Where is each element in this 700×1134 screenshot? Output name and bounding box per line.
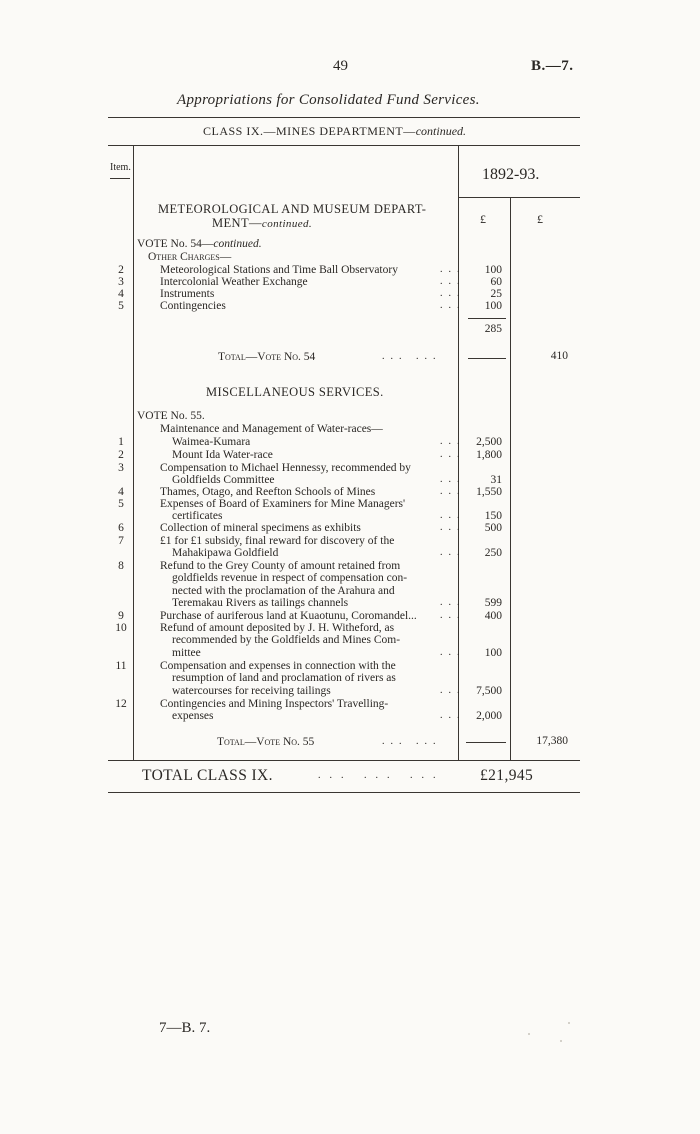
leader-dots: ...	[440, 474, 466, 486]
header-rule	[108, 117, 580, 118]
item-number: 5	[118, 498, 124, 510]
item-description: Meteorological Stations and Time Ball Observatory	[160, 264, 398, 276]
speck	[568, 1022, 570, 1024]
vote-54-total-label: Total—Vote No. 54	[218, 351, 316, 363]
grand-total-label: TOTAL CLASS IX.	[142, 767, 273, 784]
subtotal-column-divider	[510, 197, 511, 760]
table-bottom-rule	[108, 760, 580, 761]
item-amount: 100	[484, 300, 502, 312]
leader-dots: ...	[440, 276, 466, 287]
item-description-line: watercourses for receiving tailings	[172, 684, 331, 697]
met-title-line2: MENT—	[212, 216, 262, 230]
met-subtotal-rule	[468, 318, 506, 319]
item-column-divider	[133, 145, 134, 760]
item-amount: 150	[484, 510, 502, 523]
currency-symbol-left: £	[480, 212, 486, 226]
item-number: 4	[118, 288, 124, 300]
leader-dots: ...	[440, 300, 466, 311]
leader-dots: ...	[440, 264, 466, 275]
item-description-line: recommended by the Goldfields and Mines Com-	[172, 634, 401, 647]
item-number: 3	[118, 462, 124, 474]
leader-dots: ...	[440, 547, 466, 559]
item-number: 2	[118, 449, 124, 461]
table-top-rule	[108, 145, 580, 146]
item-number: 5	[118, 300, 124, 312]
item-number: 2	[118, 264, 124, 276]
item-amount: 7,500	[476, 684, 502, 697]
other-charges-heading: Other Charges—	[148, 251, 232, 263]
item-amount: 31	[490, 474, 502, 487]
item-description-line: resumption of land and proclamation of rivers as	[172, 672, 396, 685]
vote-54-total-rule	[468, 358, 506, 359]
leader-dots: ...	[440, 288, 466, 299]
vote-54-dots: ... ...	[382, 351, 442, 362]
class-title-suffix: continued.	[415, 124, 467, 138]
item-amount: 60	[490, 276, 502, 288]
item-column-header: Item.	[110, 162, 131, 173]
item-description-line: goldfields revenue in respect of compensation con-	[172, 572, 408, 585]
item-description-line: Collection of mineral specimens as exhibits	[160, 522, 361, 534]
leader-dots: ...	[440, 684, 466, 696]
item-number: 9	[118, 610, 124, 622]
item-head-underline	[110, 178, 130, 179]
vote-55-dots: ... ...	[382, 736, 442, 747]
class-title	[203, 124, 466, 139]
item-amount: 2,500	[476, 436, 502, 448]
year-underline	[458, 197, 580, 198]
item-description-line: Thames, Otago, and Reefton Schools of Mines	[160, 486, 376, 498]
leader-dots: ...	[440, 596, 466, 608]
vote-55-total: 17,380	[536, 735, 568, 747]
item-description-line: Teremakau Rivers as tailings channels	[172, 596, 349, 609]
speck	[528, 1033, 530, 1035]
item-description-line: Expenses of Board of Examiners for Mine Managers'	[160, 498, 406, 510]
grand-total-dots: ... ... ...	[318, 770, 445, 781]
item-amount: 100	[484, 646, 502, 659]
document-reference: B.—7.	[531, 58, 574, 74]
leader-dots: ...	[440, 436, 466, 447]
class-title-text: CLASS IX.—MINES DEPARTMENT—	[203, 124, 416, 138]
item-description-line: Compensation and expenses in connection with the	[160, 660, 396, 672]
vote-54-heading	[137, 238, 262, 251]
vote-54-label: VOTE No. 54—	[137, 238, 214, 250]
leader-dots: ...	[440, 486, 466, 497]
vote-55-total-rule	[466, 742, 506, 743]
leader-dots: ...	[440, 510, 466, 522]
vote-55-heading: VOTE No. 55.	[137, 410, 205, 422]
item-number: 12	[115, 698, 127, 710]
item-description: Instruments	[160, 288, 215, 300]
leader-dots: ...	[440, 449, 466, 460]
item-number: 6	[118, 522, 124, 534]
item-number: 4	[118, 486, 124, 498]
leader-dots: ...	[440, 710, 466, 722]
item-description: Contingencies	[160, 300, 226, 312]
item-amount: 250	[484, 547, 502, 560]
vote-54-total: 410	[550, 350, 568, 362]
item-description: Intercolonial Weather Exchange	[160, 276, 308, 288]
leader-dots: ...	[440, 522, 466, 533]
running-title: Appropriations for Consolidated Fund Services.	[177, 92, 480, 108]
item-number: 3	[118, 276, 124, 288]
met-subtotal: 285	[484, 323, 502, 335]
item-amount: 500	[484, 522, 502, 534]
item-number: 8	[118, 560, 124, 572]
grand-total-rule	[108, 792, 580, 793]
grand-total-value: £21,945	[480, 767, 534, 784]
met-title-suffix: continued.	[261, 218, 313, 230]
vote-54-suffix: continued.	[213, 238, 262, 250]
item-description-line: mittee	[172, 646, 201, 659]
item-amount: 1,550	[476, 486, 502, 498]
item-amount: 25	[490, 288, 502, 300]
item-description-line: Refund to the Grey County of amount retained from	[160, 560, 401, 572]
met-section-title: METEOROLOGICAL AND MUSEUM DEPART-	[158, 202, 427, 216]
item-amount: 599	[484, 596, 502, 609]
item-number: 1	[118, 436, 124, 448]
currency-symbol-right: £	[537, 212, 543, 226]
item-description-line: Compensation to Michael Hennessy, recommended by	[160, 462, 411, 474]
item-number: 7	[118, 535, 124, 547]
item-description-line: Contingencies and Mining Inspectors' Travelling-	[160, 698, 389, 710]
leader-dots: ...	[440, 646, 466, 658]
water-races-heading: Maintenance and Management of Water-races—	[160, 423, 383, 435]
item-number: 11	[115, 660, 127, 672]
misc-section-title: MISCELLANEOUS SERVICES.	[206, 385, 384, 399]
leader-dots: ...	[440, 610, 466, 621]
item-description-line: Goldfields Committee	[172, 474, 275, 487]
item-amount: 1,800	[476, 449, 502, 461]
page-number: 49	[333, 58, 348, 74]
met-section-title-cont	[212, 216, 312, 231]
signature-footer: 7—B. 7.	[159, 1020, 211, 1036]
item-number: 10	[115, 622, 127, 634]
item-amount: 2,000	[476, 710, 502, 723]
item-description-line: Refund of amount deposited by J. H. Witheford, as	[160, 622, 395, 634]
item-amount: 400	[484, 610, 502, 622]
item-description-line: Waimea-Kumara	[172, 436, 251, 448]
vote-55-total-label: Total—Vote No. 55	[217, 736, 315, 748]
item-amount: 100	[484, 264, 502, 276]
fiscal-year-header: 1892-93.	[482, 166, 540, 183]
item-description-line: expenses	[172, 710, 214, 723]
item-description-line: nected with the proclamation of the Arahura and	[172, 584, 395, 597]
speck	[560, 1040, 562, 1042]
item-description-line: Mount Ida Water-race	[172, 449, 273, 461]
item-description-line: £1 for £1 subsidy, final reward for discovery of the	[160, 535, 395, 547]
item-description-line: Purchase of auriferous land at Kuaotunu, Coromandel...	[160, 610, 417, 622]
item-description-line: certificates	[172, 510, 223, 523]
item-description-line: Mahakipawa Goldfield	[172, 547, 279, 560]
